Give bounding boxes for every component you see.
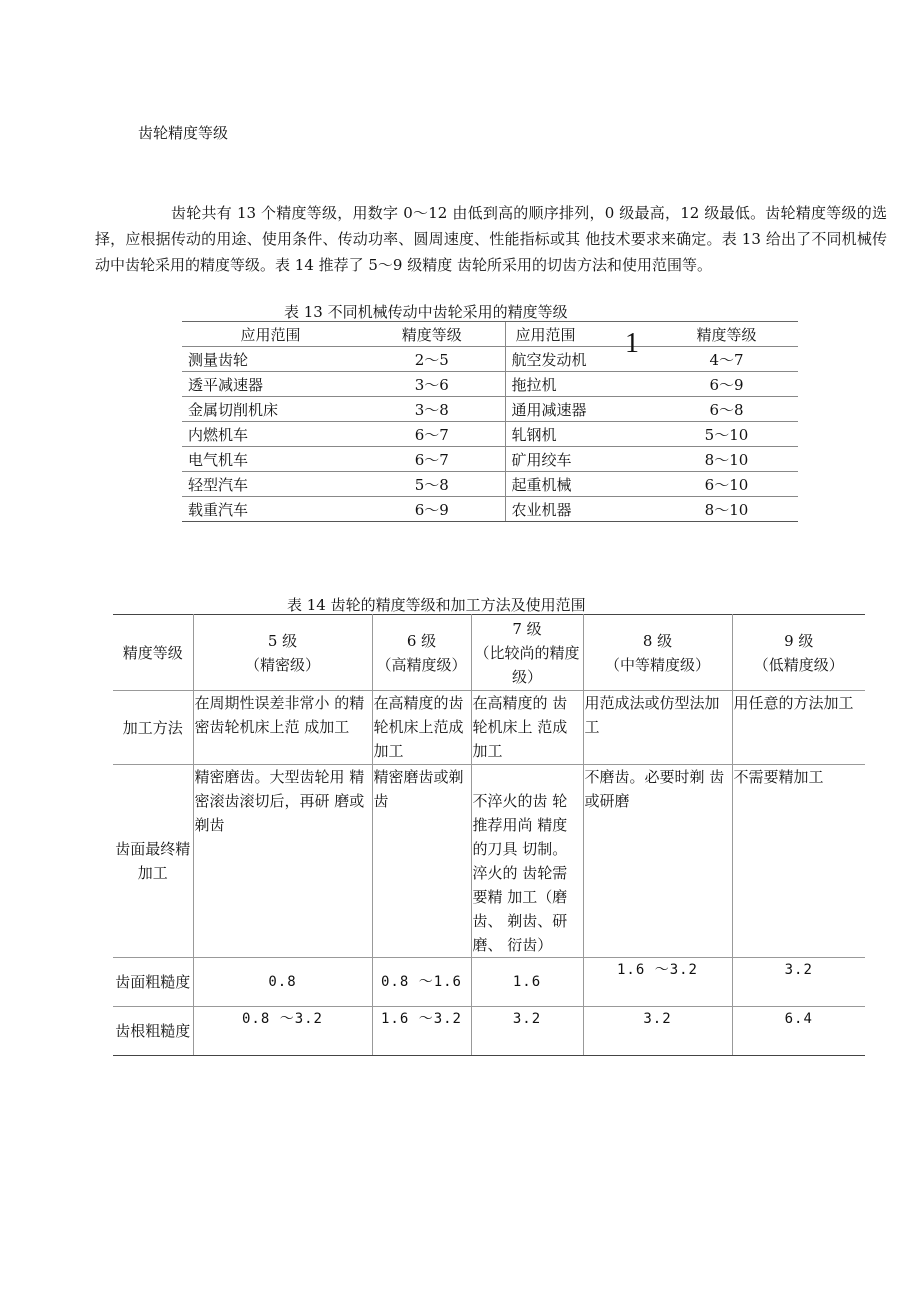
table-cell: 矿用绞车 bbox=[505, 447, 655, 472]
table13-header-cell: 应用范围 bbox=[505, 322, 655, 347]
grade-level: 5 级 bbox=[267, 631, 298, 650]
table-cell: 0.8 ～1.6 bbox=[372, 958, 471, 1007]
table-cell: 轧钢机 bbox=[505, 422, 655, 447]
table-cell: 精密磨齿或剃齿 bbox=[372, 765, 471, 958]
table-cell: 用任意的方法加工 bbox=[732, 691, 865, 765]
page-marker: 1 bbox=[625, 328, 639, 359]
table-row bbox=[182, 422, 798, 447]
table13-header-row bbox=[182, 322, 798, 347]
table-cell: 3.2 bbox=[583, 1007, 732, 1056]
intro-paragraph: 齿轮共有 13 个精度等级，用数字 0～12 由低到高的顺序排列，0 级最高，12 级最低。齿轮精度等级的选择，应根据传动的用途、使用条件、传动功率、圆周速度、性能指标或其 他技术要求来确定。表 13 给出了不同机械传动中齿轮采用的精度等级。表 14 推荐了 5～9 级精度 齿轮所采用的切齿方法和使用范围等。 bbox=[95, 204, 887, 274]
table13 bbox=[182, 321, 798, 522]
table-cell: 1.6 ～3.2 bbox=[372, 1007, 471, 1056]
table-cell: 2～5 bbox=[359, 347, 505, 372]
table14-caption: 表 14 齿轮的精度等级和加工方法及使用范围 bbox=[287, 596, 586, 614]
table13-caption: 表 13 不同机械传动中齿轮采用的精度等级 bbox=[284, 303, 568, 321]
table-cell: 6～9 bbox=[655, 372, 798, 397]
grade-name: （精密级） bbox=[244, 655, 320, 674]
table-cell: 0.8 bbox=[193, 958, 372, 1007]
table14-row-label: 齿根粗糙度 bbox=[113, 1007, 193, 1056]
table14-header-row bbox=[113, 615, 865, 691]
table-cell: 3～8 bbox=[359, 397, 505, 422]
table-cell: 3.2 bbox=[471, 1007, 583, 1056]
table-cell: 航空发动机 bbox=[505, 347, 655, 372]
table-cell: 6～7 bbox=[359, 447, 505, 472]
table-row bbox=[182, 497, 798, 522]
table-cell: 载重汽车 bbox=[182, 497, 359, 522]
table-cell: 6～9 bbox=[359, 497, 505, 522]
table-cell: 在高精度的 齿轮机床上 范成加工 bbox=[471, 691, 583, 765]
table-row bbox=[113, 691, 865, 765]
grade-header-cell bbox=[372, 615, 471, 691]
grade-level: 8 级 bbox=[642, 631, 673, 650]
table-cell: 0.8 ～3.2 bbox=[193, 1007, 372, 1056]
table-cell: 4～7 bbox=[655, 347, 798, 372]
table14-row-label: 齿面最终精加工 bbox=[113, 765, 193, 958]
grade-name: （比较尚的精度级） bbox=[474, 643, 580, 686]
table-cell: 6～8 bbox=[655, 397, 798, 422]
table13-header-cell: 应用范围 bbox=[182, 322, 359, 347]
table-cell: 精密磨齿。大型齿轮用 精密滚齿滚切后，再研 磨或剃齿 bbox=[193, 765, 372, 958]
table-row bbox=[182, 397, 798, 422]
table-cell: 起重机械 bbox=[505, 472, 655, 497]
grade-name: （低精度级） bbox=[753, 655, 844, 674]
grade-header-cell bbox=[732, 615, 865, 691]
table-cell: 6～7 bbox=[359, 422, 505, 447]
table-row bbox=[182, 372, 798, 397]
table-cell: 金属切削机床 bbox=[182, 397, 359, 422]
grade-level: 9 级 bbox=[784, 631, 814, 650]
table13-header-cell: 精度等级 bbox=[359, 322, 505, 347]
page-heading: 齿轮精度等级 bbox=[138, 124, 229, 142]
table-cell: 透平减速器 bbox=[182, 372, 359, 397]
table-cell: 1.6 ～3.2 bbox=[583, 958, 732, 1007]
table-cell: 3～6 bbox=[359, 372, 505, 397]
table14-row-label: 精度等级 bbox=[113, 615, 193, 691]
grade-name: （中等精度级） bbox=[604, 655, 710, 674]
table-cell: 不淬火的齿 轮推荐用尚 精度的刀具 切制。淬火的 齿轮需要精 加工（磨齿、 剃齿、研磨、 衍齿） bbox=[471, 765, 583, 958]
table-cell: 测量齿轮 bbox=[182, 347, 359, 372]
table-cell: 8～10 bbox=[655, 447, 798, 472]
table-cell: 1.6 bbox=[471, 958, 583, 1007]
table-cell: 用范成法或仿型法加工 bbox=[583, 691, 732, 765]
grade-header-cell bbox=[193, 615, 372, 691]
grade-name: （高精度级） bbox=[376, 655, 467, 674]
table-cell: 6～10 bbox=[655, 472, 798, 497]
grade-level: 7 级 bbox=[512, 619, 542, 638]
table-cell: 电气机车 bbox=[182, 447, 359, 472]
table-cell: 在周期性误差非常小 的精密齿轮机床上范 成加工 bbox=[193, 691, 372, 765]
table-row bbox=[113, 765, 865, 958]
table14-row-label: 齿面粗糙度 bbox=[113, 958, 193, 1007]
table-cell: 内燃机车 bbox=[182, 422, 359, 447]
table-cell: 不需要精加工 bbox=[732, 765, 865, 958]
table-cell: 在高精度的齿轮机床上范成加工 bbox=[372, 691, 471, 765]
table-cell: 3.2 bbox=[732, 958, 865, 1007]
table-row bbox=[113, 958, 865, 1007]
grade-header-cell bbox=[583, 615, 732, 691]
table-cell: 5～8 bbox=[359, 472, 505, 497]
table-cell: 农业机器 bbox=[505, 497, 655, 522]
table13-header-cell: 精度等级 bbox=[655, 322, 798, 347]
table-cell: 5～10 bbox=[655, 422, 798, 447]
table-cell: 拖拉机 bbox=[505, 372, 655, 397]
table-cell: 通用减速器 bbox=[505, 397, 655, 422]
table14-row-label: 加工方法 bbox=[113, 691, 193, 765]
table-cell: 轻型汽车 bbox=[182, 472, 359, 497]
table-row bbox=[182, 347, 798, 372]
table-row bbox=[182, 472, 798, 497]
table-cell: 8～10 bbox=[655, 497, 798, 522]
table-cell: 不磨齿。必要时剃 齿或研磨 bbox=[583, 765, 732, 958]
table-row bbox=[113, 1007, 865, 1056]
grade-header-cell bbox=[471, 615, 583, 691]
table-row bbox=[182, 447, 798, 472]
grade-level: 6 级 bbox=[406, 631, 437, 650]
table14 bbox=[113, 614, 865, 1056]
table-cell: 6.4 bbox=[732, 1007, 865, 1056]
